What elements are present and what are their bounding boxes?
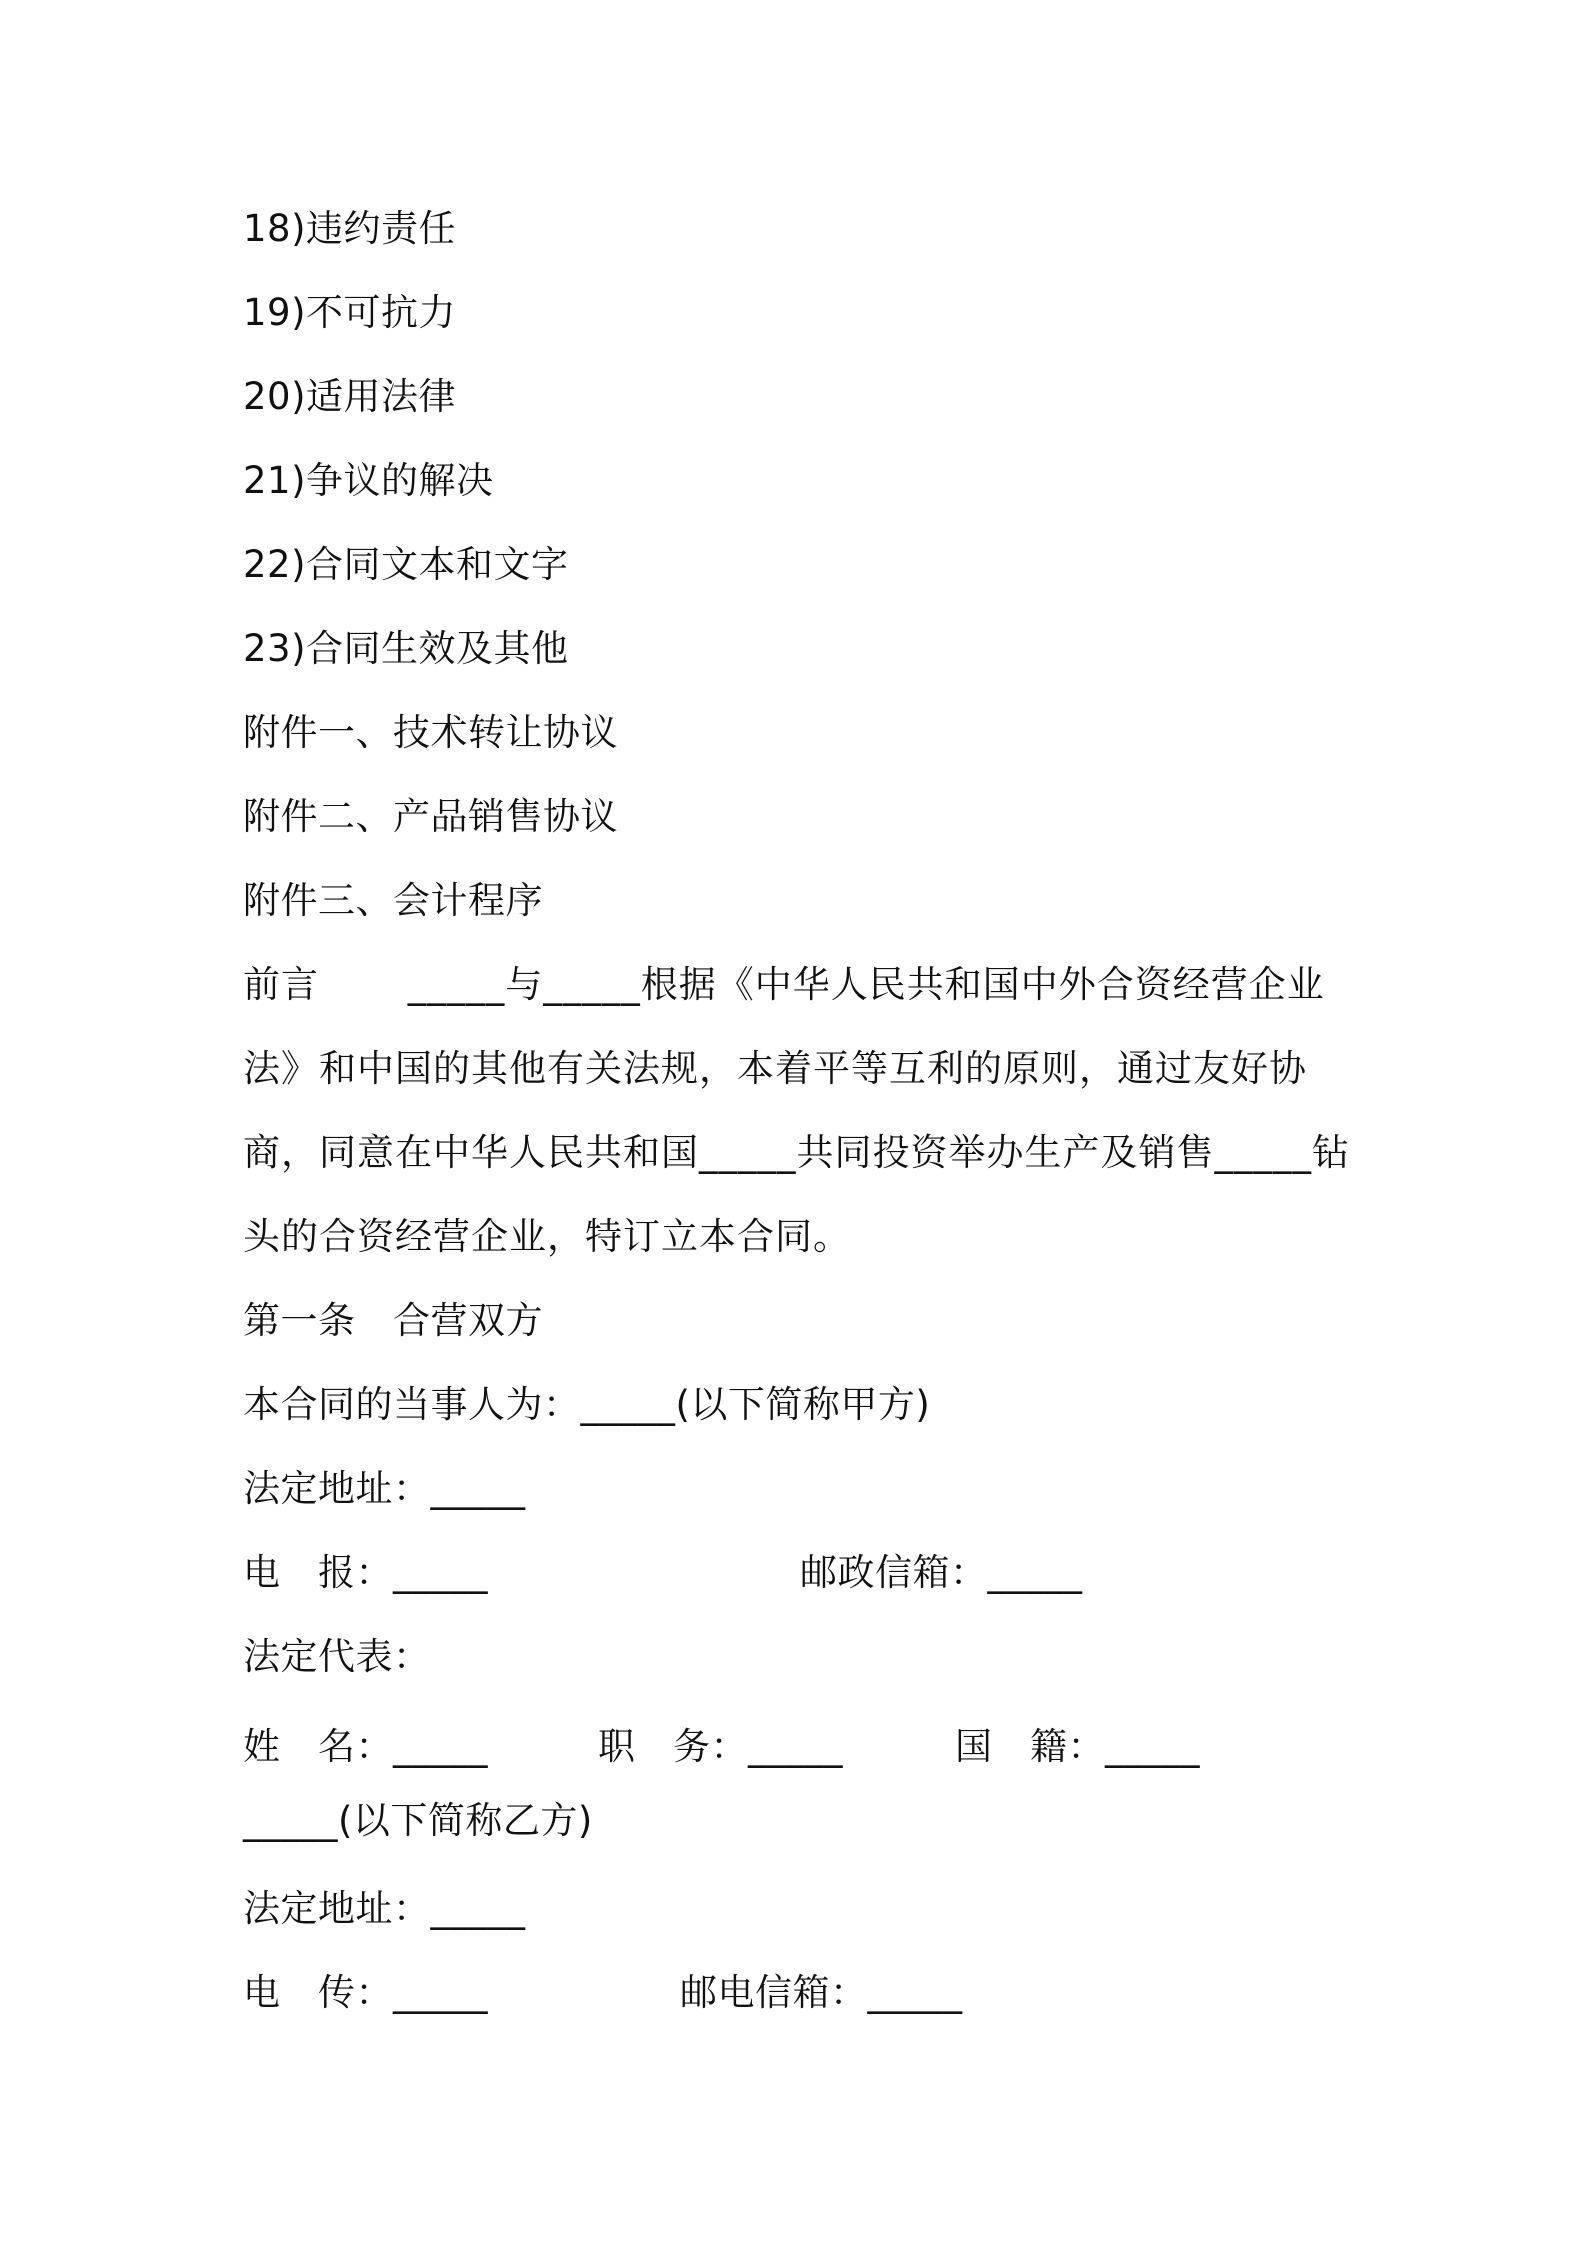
party-a-intro: 本合同的当事人为：_____(以下简称甲方) [243, 1383, 931, 1426]
toc-item-22: 22)合同文本和文字 [243, 543, 569, 586]
appendix-3: 附件三、会计程序 [243, 879, 543, 922]
party-a-rep-nationality: 国 籍：_____ [955, 1725, 1200, 1768]
party-b-pobox: 邮电信箱：_____ [680, 1971, 963, 2014]
party-b-address: 法定地址：_____ [243, 1887, 526, 1930]
toc-item-23: 23)合同生效及其他 [243, 627, 569, 670]
party-b-intro: _____(以下简称乙方) [243, 1799, 593, 1842]
party-a-telegram: 电 报：_____ [243, 1551, 488, 1594]
party-a-legal-rep: 法定代表： [243, 1635, 431, 1678]
party-a-pobox: 邮政信箱：_____ [800, 1551, 1083, 1594]
toc-item-18: 18)违约责任 [243, 207, 457, 250]
toc-item-19: 19)不可抗力 [243, 291, 457, 334]
article-1-title: 第一条 合营双方 [243, 1299, 543, 1342]
appendix-1: 附件一、技术转让协议 [243, 711, 618, 754]
party-a-rep-position: 职 务：_____ [598, 1725, 843, 1768]
party-a-rep-name: 姓 名：_____ [243, 1725, 488, 1768]
preface-paragraph: 前言 _____与_____根据《中华人民共和国中外合资经营企业法》和中国的其他有关法规，本着平等互利的原则，通过友好协商，同意在中华人民共和国_____共同投资举办生产及销售_____钻头的合资经营企业，特订立本合同。 [243, 963, 1350, 1258]
party-b-fax: 电 传：_____ [243, 1971, 488, 2014]
toc-item-21: 21)争议的解决 [243, 459, 494, 502]
party-a-address: 法定地址：_____ [243, 1467, 526, 1510]
toc-item-20: 20)适用法律 [243, 375, 457, 418]
appendix-2: 附件二、产品销售协议 [243, 795, 618, 838]
